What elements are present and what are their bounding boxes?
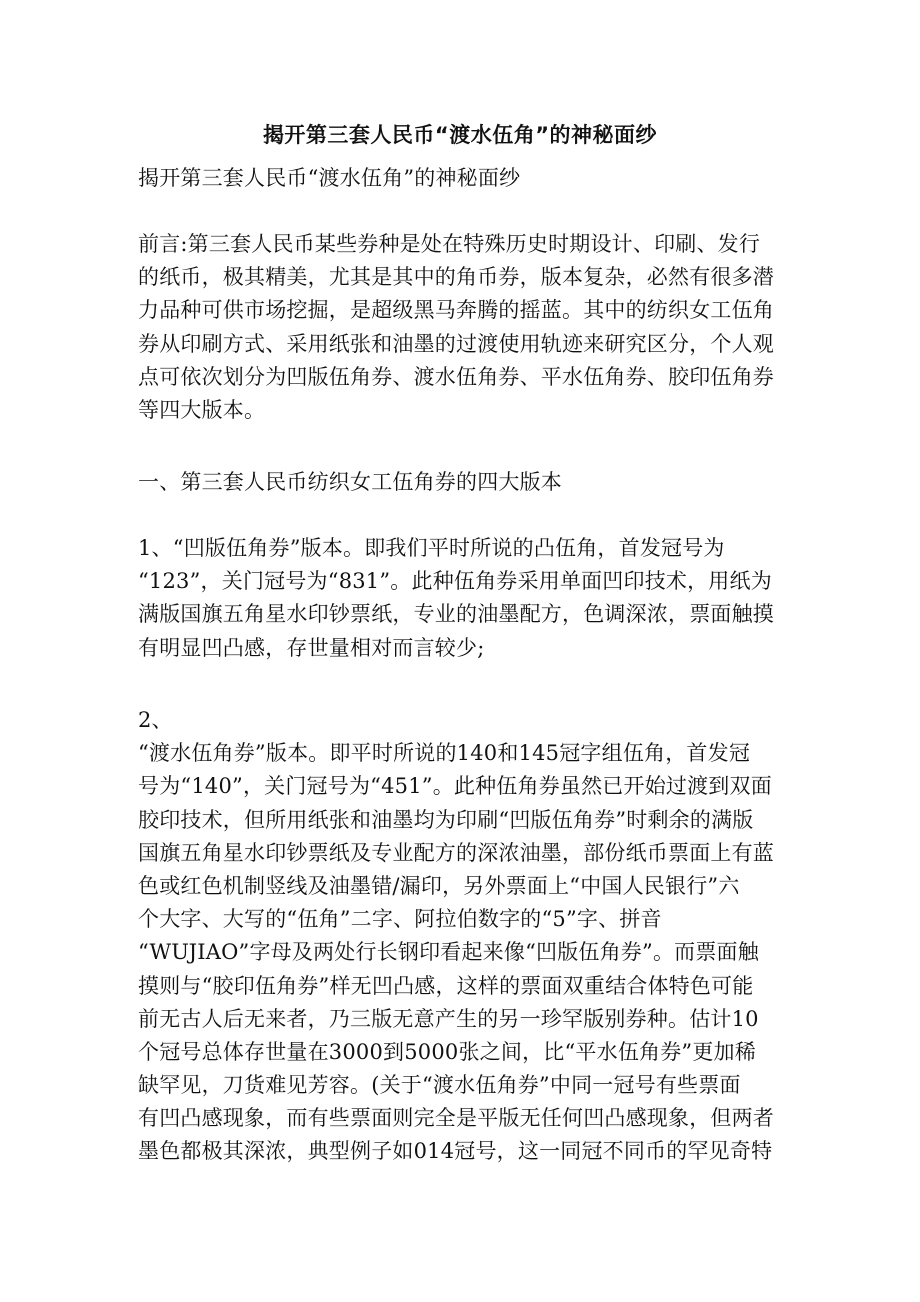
intro-line: 券从印刷方式、采用纸张和油墨的过渡使用轨迹来研究区分，个人观 — [138, 331, 774, 356]
intro-line: 前言:第三套人民币某些券种是处在特殊历史时期设计、印刷、发行 — [138, 232, 761, 256]
intro-line: 力品种可供市场挖掘，是超级黑马奔腾的摇蓝。其中的纺织女工伍角 — [138, 298, 774, 323]
item1-line: 有明显凹凸感，存世量相对而言较少; — [138, 635, 485, 660]
item2-line: 号为“140”，关门冠号为“451”。此种伍角券虽然已开始过渡到双面 — [138, 774, 772, 799]
item1-line: “123”，关门冠号为“831”。此种伍角券采用单面凹印技术，用纸为 — [138, 569, 772, 594]
item2-line: 缺罕见，刀货难见芳容。(关于“渡水伍角券”中同一冠号有些票面 — [138, 1073, 741, 1098]
item2-line: 摸则与“胶印伍角券”样无凹凸感，这样的票面双重结合体特色可能 — [138, 973, 754, 998]
item2-line: “WUJIAO”字母及两处行长钢印看起来像“凹版伍角券”。而票面触 — [138, 940, 759, 965]
intro-paragraph — [138, 228, 788, 427]
subtitle-line: 揭开第三套人民币“渡水伍角”的神秘面纱 — [138, 166, 521, 190]
item2-line: 2、 — [138, 708, 173, 732]
intro-line: 等四大版本。 — [138, 397, 266, 422]
item2-line: 国旗五角星水印钞票纸及专业配方的深浓油墨，部份纸币票面上有蓝 — [138, 840, 774, 865]
document-title: 揭开第三套人民币“渡水伍角”的神秘面纱 — [262, 123, 658, 147]
item2-line: “渡水伍角券”版本。即平时所说的140和145冠字组伍角，首发冠 — [138, 741, 751, 766]
section-heading — [138, 466, 788, 499]
item1-line: 满版国旗五角星水印钞票纸，专业的油墨配方，色调深浓，票面触摸 — [138, 602, 774, 627]
item2-line: 个大字、大写的“伍角”二字、阿拉伯数字的“5”字、拼音 — [138, 907, 662, 932]
section-heading-text: 一、第三套人民币纺织女工伍角券的四大版本 — [138, 470, 562, 494]
item2-line: 前无古人后无来者，乃三版无意产生的另一珍罕版别券种。估计10 — [138, 1006, 759, 1031]
item2-line: 有凹凸感现象，而有些票面则完全是平版无任何凹凸感现象，但两者 — [138, 1106, 774, 1131]
intro-line: 点可依次划分为凹版伍角券、渡水伍角券、平水伍角券、胶印伍角券 — [138, 364, 774, 389]
document-subtitle — [138, 162, 788, 195]
item2-line: 胶印技术，但所用纸张和油墨均为印刷“凹版伍角券”时剩余的满版 — [138, 807, 754, 832]
list-item-2 — [138, 704, 788, 1169]
item2-line: 个冠号总体存世量在3000到5000张之间，比“平水伍角券”更加稀 — [138, 1039, 756, 1064]
item2-line: 色或红色机制竖线及油墨错/漏印，另外票面上“中国人民银行”六 — [138, 873, 740, 898]
item1-line: 1、“凹版伍角券”版本。即我们平时所说的凸伍角，首发冠号为 — [138, 536, 725, 560]
item2-line: 墨色都极其深浓，典型例子如014冠号，这一同冠不同币的罕见奇特 — [138, 1139, 773, 1164]
intro-line: 的纸币，极其精美，尤其是其中的角币券，版本复杂，必然有很多潜 — [138, 265, 774, 290]
list-item-1 — [138, 532, 788, 665]
